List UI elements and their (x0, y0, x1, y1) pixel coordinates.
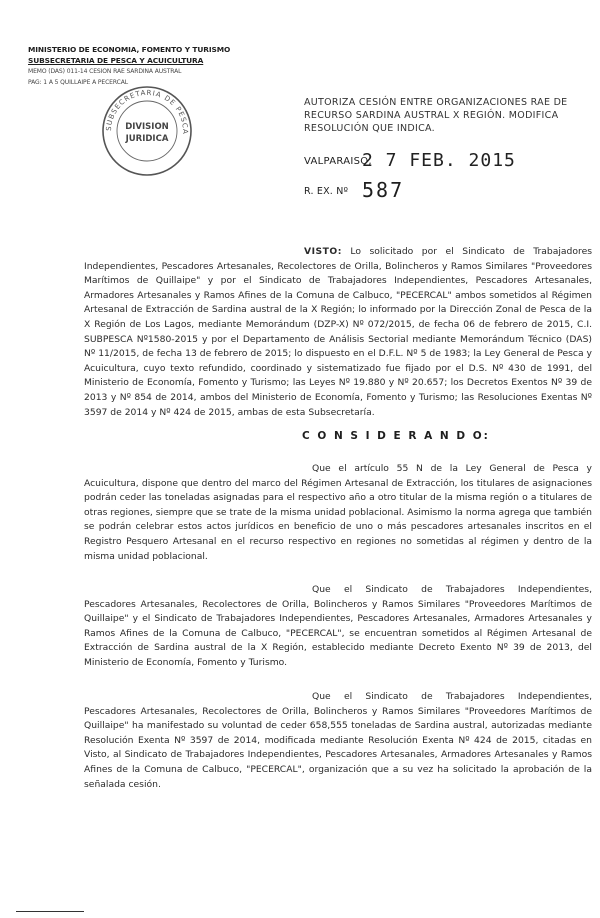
footnote-rule (16, 911, 84, 912)
resolution-label: R. EX. Nº (304, 186, 349, 197)
ministry-name: MINISTERIO DE ECONOMIA, FOMENTO Y TURISMO (28, 45, 231, 54)
resolution-number: 587 (362, 178, 405, 202)
visto-text: Lo solicitado por el Sindicato de Trabajadores Independientes, Pescadores Artesanales, Recolectores de Orilla, Bolincheros y Ramos Similares "Proveedores Marítimos de Quillaipe" y por el Sindicato de Trabajadores Independientes, Pescadores Artesanales, Armadores Artesanales y Ramos Afines de la Comuna de Calbuco, "PECERCAL" ambos sometidos al Régimen Artesanal de Extracción de Sardina austral de la X Región; lo informado por la Dirección Zonal de Pesca de la X Región de Los Lagos, mediante Memorándum (DZP-X) Nº 072/2015, de fecha 06 de febrero de 2015, C.I. SUBPESCA Nº1580-2015 y por el Departamento de Análisis Sectorial mediante Memorándum Técnico (DAS) Nº 11/2015, de fecha 13 de febrero de 2015; lo dispuesto en el D.F.L. Nº 5 de 1983; la Ley General de Pesca y Acuicultura, cuyo texto refundido, coordinado y sistematizado fue fijado por el D.S. Nº 430 de 1991, del Ministerio de Economía, Fomento y Turismo; las Leyes Nº 19.880 y Nº 20.657; los Decretos Exentos Nº 39 de 2013 y Nº 854 de 2014, ambos del Ministerio de Economía, Fomento y Turismo; las Resoluciones Exentas Nº 3597 de 2014 y Nº 424 de 2015, ambas de esta Subsecretaría. (84, 246, 593, 418)
stamp-ring-text: SUBSECRETARIA DE PESCA (104, 88, 190, 135)
considerando-paragraph-1: Que el artículo 55 N de la Ley General de Pesca y Acuicultura, dispone que dentro del marco del Régimen Artesanal de Extracción, los titulares de asignaciones podrán ceder las toneladas asignadas para el respectivo año a otro titular de la misma región o a titulares de otras regiones, siempre que se trate de la misma unidad poblacional. Asimismo la norma agrega que también se podrán celebrar estos actos jurídicos en beneficio de uno o más pescadores artesanales inscritos en el Registro Pesquero Artesanal en el recurso respectivo en regiones no sometidas al régimen y dentro de la misma unidad poblacional. (84, 463, 592, 562)
stamp-line-1: DIVISION (125, 122, 169, 132)
place-date-block (304, 150, 584, 202)
stamp-line-2: JURIDICA (125, 134, 169, 144)
considerando-paragraph-2: Que el Sindicato de Trabajadores Independientes, Pescadores Artesanales, Recolectores de Orilla, Bolincheros y Ramos Similares "Proveedores Marítimos de Quillaipe" y el Sindicato de Trabajadores Independientes, Pescadores Artesanales, Armadores Artesanales y Ramos Afines de la Comuna de Calbuco, "PECERCAL", se encuentran sometidos al Régimen Artesanal de Extracción de Sardina austral de la X Región, establecido mediante Decreto Exento Nº 39 de 2013, del Ministerio de Economía, Fomento y Turismo. (84, 584, 592, 668)
considerando-paragraph-3: Que el Sindicato de Trabajadores Independientes, Pescadores Artesanales, Recolectores de Orilla, Bolincheros y Ramos Similares "Proveedores Marítimos de Quillaipe" ha manifestado su voluntad de ceder 658,555 toneladas de Sardina austral, autorizadas mediante Resolución Exenta Nº 3597 de 2014, modificada mediante Resolución Exenta Nº 424 de 2015, citadas en Visto, al Sindicato de Trabajadores Independientes, Pescadores Artesanales, Armadores Artesanales y Ramos Afines de la Comuna de Calbuco, "PECERCAL", organización que a su vez ha solicitado la aprobación de la señalada cesión. (84, 691, 592, 790)
visto-label: VISTO: (304, 246, 342, 257)
stamped-date: 2 7 FEB. 2015 (362, 150, 516, 171)
subsecretaria-name: SUBSECRETARIA DE PESCA Y ACUICULTURA (28, 56, 204, 65)
memo-reference: MEMO (DAS) 011-14 CESION RAE SARDINA AUSTRAL (28, 68, 182, 75)
letterhead (28, 44, 278, 88)
page-reference: PAG: 1 A 5 QUILLAIPE A PECERCAL (28, 79, 128, 86)
visto-paragraph (84, 245, 592, 420)
resolution-subject: AUTORIZA CESIÓN ENTRE ORGANIZACIONES RAE DE RECURSO SARDINA AUSTRAL X REGIÓN. MODIFICA RESOLUCIÓN QUE INDICA. (304, 97, 568, 134)
city: VALPARAISO, (304, 156, 372, 167)
division-juridica-stamp (100, 84, 194, 178)
considerando-heading: C O N S I D E R A N D O: (302, 430, 490, 442)
